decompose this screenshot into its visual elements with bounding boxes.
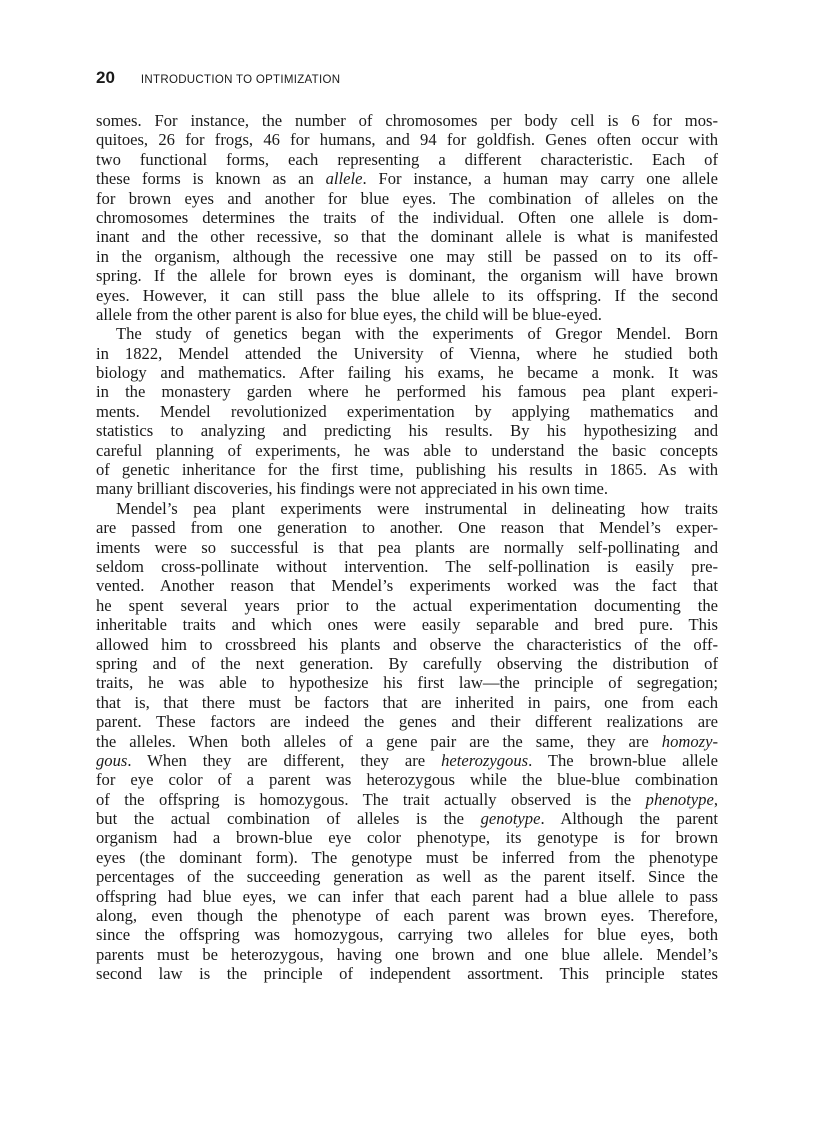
text-line: parent. These factors are indeed the genes and their different realizations are bbox=[96, 712, 718, 732]
text-line: offspring had blue eyes, we can infer that each parent had a blue allele to pass bbox=[96, 886, 718, 906]
page-number: 20 bbox=[96, 68, 115, 87]
text-line: percentages of the succeeding generation as well as the parent itself. Since the bbox=[96, 867, 718, 887]
text-line: these forms is known as an allele. For instance, a human may carry one allele bbox=[96, 169, 718, 189]
text-line: The study of genetics began with the experiments of Gregor Mendel. Born bbox=[116, 324, 718, 344]
italic-term: heterozygous bbox=[441, 750, 529, 770]
text-line: careful planning of experiments, he was able to understand the basic concepts bbox=[96, 440, 718, 460]
text-line: Mendel’s pea plant experiments were instrumental in delineating how traits bbox=[116, 498, 718, 518]
body-text bbox=[96, 111, 718, 984]
text-line: quitoes, 26 for frogs, 46 for humans, and 94 for goldfish. Genes often occur with bbox=[96, 130, 718, 150]
italic-term: phenotype bbox=[645, 789, 714, 809]
text-line: for brown eyes and another for blue eyes. The combination of alleles on the bbox=[96, 188, 718, 208]
text-line: two functional forms, each representing a different characteristic. Each of bbox=[96, 149, 718, 169]
text-line: are passed from one generation to another. One reason that Mendel’s exper- bbox=[96, 518, 718, 538]
text-line: somes. For instance, the number of chromosomes per body cell is 6 for mos- bbox=[96, 111, 718, 130]
text-line: inheritable traits and which ones were easily separable and bred pure. This bbox=[96, 615, 718, 635]
text-line: iments were so successful is that pea plants are normally self-pollinating and bbox=[96, 537, 718, 557]
text-line: vented. Another reason that Mendel’s experiments worked was the fact that bbox=[96, 576, 718, 596]
text-line: he spent several years prior to the actual experimentation documenting the bbox=[96, 595, 718, 615]
text-line: in the monastery garden where he performed his famous pea plant experi- bbox=[96, 382, 718, 402]
text-line: of genetic inheritance for the first time, publishing his results in 1865. As with bbox=[96, 460, 718, 480]
text-line: eyes (the dominant form). The genotype must be inferred from the phenotype bbox=[96, 847, 718, 867]
text-line: that is, that there must be factors that are inherited in pairs, one from each bbox=[96, 692, 718, 712]
italic-term: allele bbox=[325, 169, 363, 189]
text-line: inant and the other recessive, so that the dominant allele is what is manifested bbox=[96, 227, 718, 247]
text-line: biology and mathematics. After failing his exams, he became a monk. It was bbox=[96, 363, 718, 383]
chapter-title: INTRODUCTION TO OPTIMIZATION bbox=[140, 74, 341, 86]
text-line: many brilliant discoveries, his findings were not appreciated in his own time. bbox=[96, 479, 608, 499]
text-line: organism had a brown-blue eye color phenotype, its genotype is for brown bbox=[96, 828, 718, 848]
text-line: second law is the principle of independent assortment. This principle states bbox=[96, 964, 718, 984]
text-line: statistics to analyzing and predicting his results. By his hypothesizing and bbox=[96, 421, 718, 441]
text-line: chromosomes determines the traits of the individual. Often one allele is dom- bbox=[96, 207, 718, 227]
text-line: seldom cross-pollinate without intervention. The self-pollination is easily pre- bbox=[96, 556, 718, 576]
text-line: the alleles. When both alleles of a gene pair are the same, they are homozy- bbox=[96, 731, 718, 751]
running-head bbox=[96, 68, 726, 92]
text-line: along, even though the phenotype of each parent was brown eyes. Therefore, bbox=[96, 906, 718, 926]
text-line: traits, he was able to hypothesize his first law—the principle of segregation; bbox=[96, 673, 718, 693]
italic-term: genotype bbox=[480, 809, 541, 829]
text-line: but the actual combination of alleles is the genotype. Although the parent bbox=[96, 809, 718, 829]
paragraph bbox=[96, 499, 718, 984]
text-line: ments. Mendel revolutionized experimentation by applying mathematics and bbox=[96, 401, 718, 421]
text-line: spring. If the allele for brown eyes is dominant, the organism will have brown bbox=[96, 266, 718, 286]
text-line: in the organism, although the recessive one may still be passed on to its off- bbox=[96, 246, 718, 266]
text-line: eyes. However, it can still pass the blue allele to its offspring. If the second bbox=[96, 285, 718, 305]
text-line: gous. When they are different, they are heterozygous. The brown-blue allele bbox=[96, 750, 719, 770]
italic-term: gous bbox=[96, 750, 128, 770]
text-line: allowed him to crossbreed his plants and observe the characteristics of the off- bbox=[96, 634, 718, 654]
text-line: parents must be heterozygous, having one brown and one blue allele. Mendel’s bbox=[96, 944, 718, 964]
text-line: since the offspring was homozygous, carrying two alleles for blue eyes, both bbox=[96, 925, 718, 945]
paragraph bbox=[96, 111, 718, 324]
text-line: spring and of the next generation. By carefully observing the distribution of bbox=[96, 653, 718, 673]
italic-term: homozy- bbox=[661, 731, 718, 751]
text-line: allele from the other parent is also for blue eyes, the child will be blue-eyed. bbox=[96, 304, 602, 324]
text-line: for eye color of a parent was heterozygous while the blue-blue combination bbox=[96, 770, 718, 790]
text-line: of the offspring is homozygous. The trait actually observed is the phenotype, bbox=[96, 789, 718, 809]
text-line: in 1822, Mendel attended the University of Vienna, where he studied both bbox=[96, 343, 718, 363]
paragraph bbox=[96, 324, 718, 499]
